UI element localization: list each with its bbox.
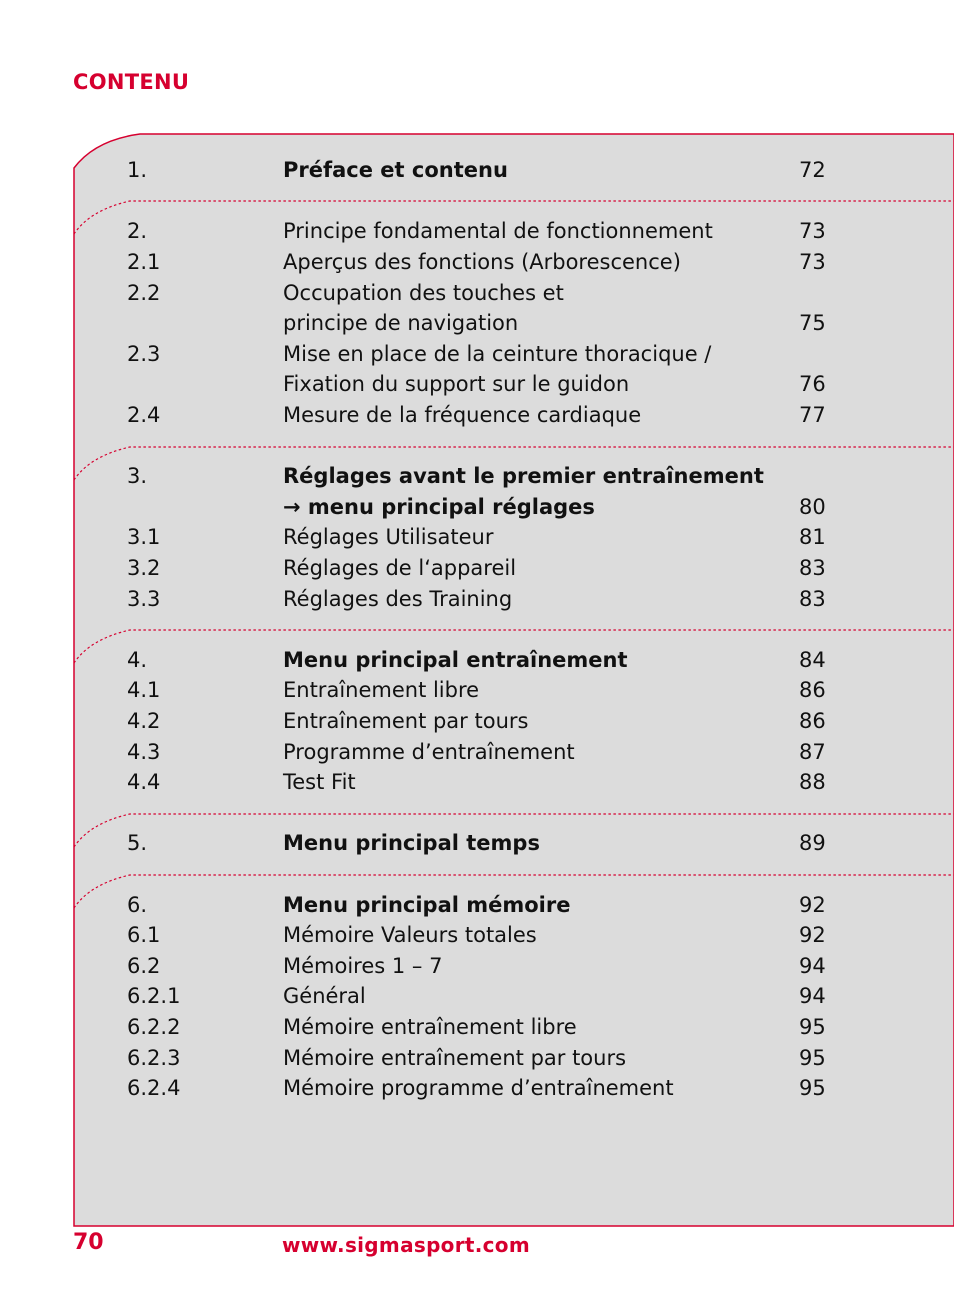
toc-section-title (283, 767, 356, 797)
toc-section-number: 6.1 (127, 923, 161, 947)
toc-section-title (283, 369, 629, 399)
toc-section-number: 2.1 (127, 250, 161, 274)
toc-section-number: 3. (127, 464, 148, 488)
toc-section-title (283, 155, 508, 185)
toc-section-number: 2.3 (127, 342, 161, 366)
toc-page-number: 73 (799, 250, 826, 274)
toc-section-number: 5. (127, 831, 148, 855)
toc-section-title (283, 461, 764, 491)
toc-title-text: Occupation des touches et (283, 281, 564, 305)
toc-page-number: 75 (799, 311, 826, 335)
toc-section-number: 3.2 (127, 556, 161, 580)
toc-row[interactable] (0, 645, 954, 675)
toc-section-number: 1. (127, 158, 148, 182)
toc-section-title (283, 522, 493, 552)
toc-page-number: 86 (799, 709, 826, 733)
toc-title-text: Réglages de l‘appareil (283, 556, 517, 580)
toc-section-title (283, 737, 575, 767)
toc-section-title (283, 492, 595, 522)
toc-row[interactable] (0, 155, 954, 185)
toc-section-number: 2. (127, 219, 148, 243)
page-heading: CONTENU (73, 70, 190, 94)
toc-section-number: 4.4 (127, 770, 161, 794)
toc-row[interactable] (0, 920, 954, 950)
toc-page-number: 73 (799, 219, 826, 243)
toc-title-text: Réglages des Training (283, 587, 513, 611)
footer-website-link[interactable]: www.sigmasport.com (282, 1233, 530, 1257)
toc-title-text: Menu principal temps (283, 831, 540, 855)
toc-page-number: 92 (799, 893, 826, 917)
footer-page-number: 70 (73, 1230, 104, 1255)
toc-title-text: Test Fit (283, 770, 356, 794)
toc-section-number: 4.1 (127, 678, 161, 702)
toc-title-text: Mémoire entraînement libre (283, 1015, 577, 1039)
toc-title-text: Mémoire entraînement par tours (283, 1046, 627, 1070)
toc-section-title (283, 278, 564, 308)
toc-page-number: 87 (799, 740, 826, 764)
toc-section-title (283, 675, 479, 705)
toc-title-text: Aperçus des fonctions (Arborescence) (283, 250, 681, 274)
toc-section-number: 4. (127, 648, 148, 672)
toc-row[interactable] (0, 522, 954, 552)
toc-section-title (283, 828, 540, 858)
toc-section-number: 6.2 (127, 954, 161, 978)
toc-title-text: Général (283, 984, 366, 1008)
toc-row[interactable] (0, 737, 954, 767)
toc-page-number: 72 (799, 158, 826, 182)
toc-section-title (283, 584, 512, 614)
toc-section-title (283, 890, 570, 920)
toc-title-text: Mémoire Valeurs totales (283, 923, 537, 947)
toc-page-number: 94 (799, 984, 826, 1008)
toc-title-text: Mesure de la fréquence cardiaque (283, 403, 642, 427)
toc-row[interactable] (0, 1012, 954, 1042)
toc-section-number: 3.3 (127, 587, 161, 611)
toc-section-title (283, 706, 528, 736)
toc-row[interactable] (0, 890, 954, 920)
toc-row[interactable] (0, 400, 954, 430)
toc-section-title (283, 308, 518, 338)
toc-title-text: Entraînement libre (283, 678, 480, 702)
toc-title-text: Mise en place de la ceinture thoracique / (283, 342, 712, 366)
toc-page-number: 89 (799, 831, 826, 855)
toc-section-title (283, 920, 537, 950)
toc-row[interactable] (0, 278, 954, 308)
toc-page-number: 94 (799, 954, 826, 978)
arrow-right-icon: → (283, 495, 301, 519)
toc-section-title (283, 339, 711, 369)
toc-page-number: 95 (799, 1046, 826, 1070)
toc-page-number: 84 (799, 648, 826, 672)
toc-title-text: Réglages Utilisateur (283, 525, 494, 549)
toc-page-number: 77 (799, 403, 826, 427)
toc-row[interactable] (0, 1043, 954, 1073)
toc-section-number: 6.2.1 (127, 984, 181, 1008)
toc-title-text: Programme d’entraînement (283, 740, 575, 764)
toc-row[interactable] (0, 308, 954, 338)
toc-row[interactable] (0, 339, 954, 369)
toc-row[interactable] (0, 706, 954, 736)
toc-row[interactable] (0, 461, 954, 491)
toc-title-text: Mémoires 1 – 7 (283, 954, 443, 978)
toc-page-number: 83 (799, 587, 826, 611)
toc-title-text: Principe fondamental de fonctionnement (283, 219, 713, 243)
toc-section-title (283, 981, 366, 1011)
toc-section-title (283, 400, 641, 430)
toc-section-title (283, 247, 681, 277)
toc-title-text: principe de navigation (283, 311, 519, 335)
toc-row[interactable] (0, 951, 954, 981)
toc-page-number: 81 (799, 525, 826, 549)
toc-page-number: 95 (799, 1015, 826, 1039)
toc-section-number: 3.1 (127, 525, 161, 549)
toc-section-number: 6.2.4 (127, 1076, 181, 1100)
toc-row[interactable] (0, 675, 954, 705)
toc-section-number: 2.2 (127, 281, 161, 305)
toc-title-text: Réglages avant le premier entraînement (283, 464, 764, 488)
toc-section-title (283, 1073, 674, 1103)
toc-section-title (283, 1012, 577, 1042)
toc-row[interactable] (0, 828, 954, 858)
toc-section-title (283, 645, 628, 675)
toc-section-number: 6. (127, 893, 148, 917)
toc-section-title (283, 951, 442, 981)
toc-title-text: menu principal réglages (307, 495, 595, 519)
toc-section-number: 4.2 (127, 709, 161, 733)
toc-title-text: Menu principal mémoire (283, 893, 571, 917)
toc-title-text: Menu principal entraînement (283, 648, 628, 672)
toc-section-number: 6.2.3 (127, 1046, 181, 1070)
toc-section-title (283, 1043, 626, 1073)
toc-row[interactable] (0, 216, 954, 246)
toc-title-text: Fixation du support sur le guidon (283, 372, 630, 396)
toc-section-number: 2.4 (127, 403, 161, 427)
toc-row[interactable] (0, 553, 954, 583)
toc-page-number: 83 (799, 556, 826, 580)
toc-title-text: Préface et contenu (283, 158, 508, 182)
toc-row[interactable] (0, 981, 954, 1011)
toc-section-title (283, 553, 516, 583)
toc-row[interactable] (0, 492, 954, 522)
toc-row[interactable] (0, 1073, 954, 1103)
toc-page-number: 80 (799, 495, 826, 519)
toc-row[interactable] (0, 767, 954, 797)
toc-page-number: 76 (799, 372, 826, 396)
toc-page-number: 88 (799, 770, 826, 794)
toc-row[interactable] (0, 584, 954, 614)
toc-page-number: 95 (799, 1076, 826, 1100)
toc-row[interactable] (0, 369, 954, 399)
toc-row[interactable] (0, 247, 954, 277)
toc-title-text: Entraînement par tours (283, 709, 529, 733)
toc-title-text: Mémoire programme d’entraînement (283, 1076, 674, 1100)
toc-section-title (283, 216, 713, 246)
toc-page-number: 86 (799, 678, 826, 702)
toc-page-number: 92 (799, 923, 826, 947)
toc-section-number: 4.3 (127, 740, 161, 764)
toc-section-number: 6.2.2 (127, 1015, 181, 1039)
